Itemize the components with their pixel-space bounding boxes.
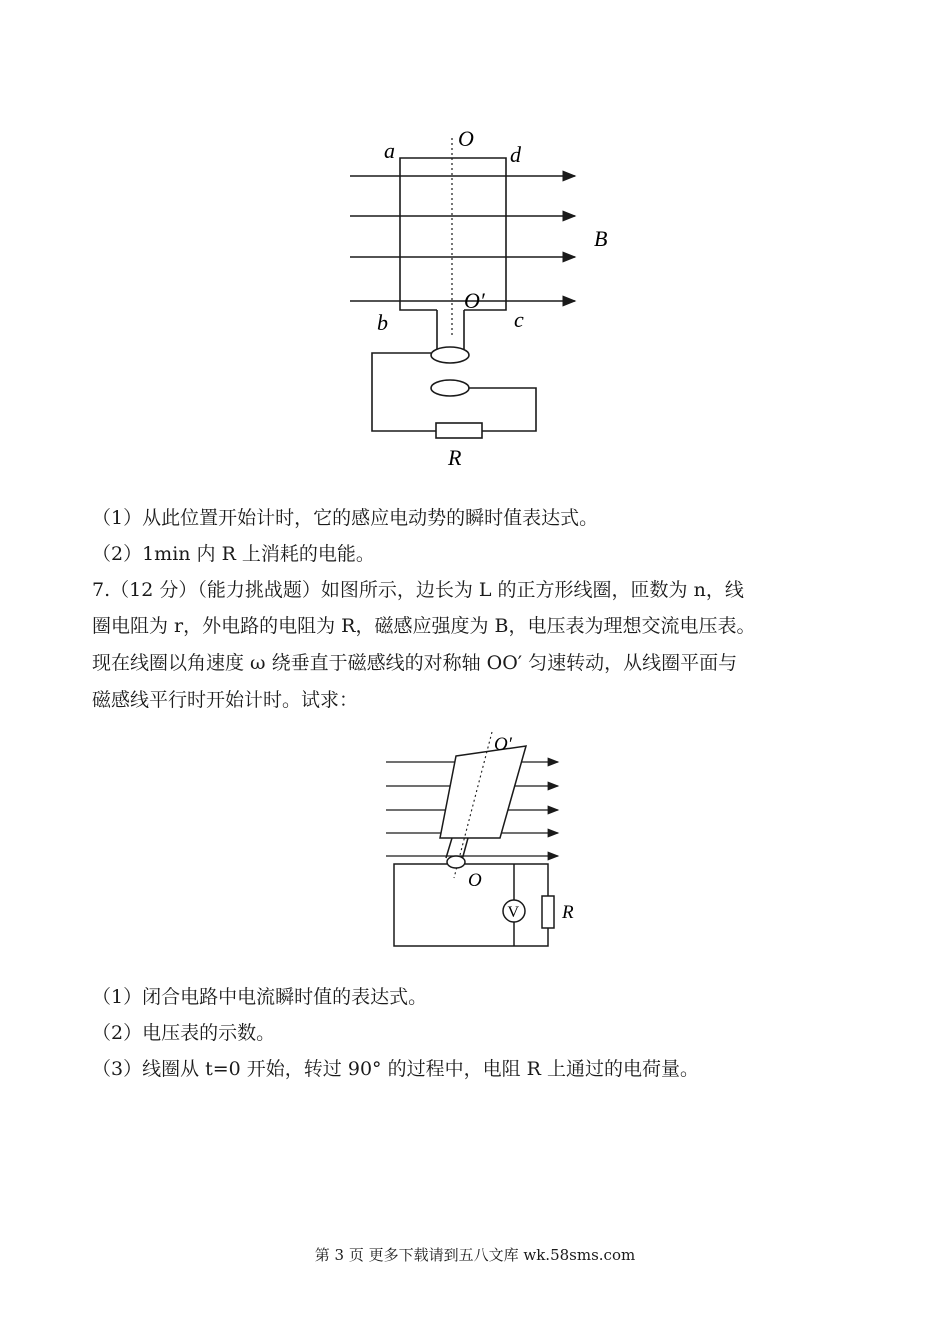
slip-ring bbox=[447, 856, 465, 868]
problem-7-line-2: 圈电阻为 r，外电路的电阻为 R，磁感应强度为 B，电压表为理想交流电压表。 bbox=[92, 615, 756, 637]
question-7-3: （3）线圈从 t=0 开始，转过 90° 的过程中，电阻 R 上通过的电荷量。 bbox=[92, 1058, 699, 1080]
figure-coil-slip-rings bbox=[330, 120, 630, 475]
label-o-prime: O′ bbox=[464, 288, 485, 313]
label-d: d bbox=[510, 142, 521, 167]
external-wire-left bbox=[372, 353, 436, 431]
question-1-1: （1）从此位置开始计时，它的感应电动势的瞬时值表达式。 bbox=[92, 507, 599, 529]
coil-abcd bbox=[400, 158, 506, 310]
resistor-r bbox=[542, 896, 554, 928]
slip-ring-upper bbox=[431, 347, 469, 363]
problem-7-line-1: 7.（12 分）（能力挑战题）如图所示，边长为 L 的正方形线圈，匝数为 n，线 bbox=[92, 579, 744, 601]
label-o-prime: O′ bbox=[494, 734, 512, 755]
label-c: c bbox=[514, 307, 524, 332]
label-r: R bbox=[562, 902, 574, 923]
label-a: a bbox=[384, 138, 395, 163]
figure-coil-voltmeter bbox=[380, 728, 600, 950]
question-7-2: （2）电压表的示数。 bbox=[92, 1022, 276, 1044]
problem-7-line-3: 现在线圈以角速度 ω 绕垂直于磁感线的对称轴 OO′ 匀速转动，从线圈平面与 bbox=[92, 652, 738, 674]
problem-7-line-4: 磁感线平行时开始计时。试求： bbox=[92, 689, 359, 711]
question-1-2: （2）1min 内 R 上消耗的电能。 bbox=[92, 543, 375, 565]
slip-ring-lower bbox=[431, 380, 469, 396]
label-o: O bbox=[458, 126, 474, 151]
coil-parallelogram bbox=[440, 746, 526, 838]
label-o: O bbox=[468, 870, 482, 891]
voltmeter-label: V bbox=[507, 904, 520, 921]
resistor-r bbox=[436, 423, 482, 438]
label-b-field: B bbox=[594, 226, 608, 251]
question-7-1: （1）闭合电路中电流瞬时值的表达式。 bbox=[92, 986, 428, 1008]
label-r: R bbox=[448, 445, 462, 470]
label-b: b bbox=[377, 310, 388, 335]
page-footer: 第 3 页 更多下载请到五八文库 wk.58sms.com bbox=[314, 1246, 636, 1264]
